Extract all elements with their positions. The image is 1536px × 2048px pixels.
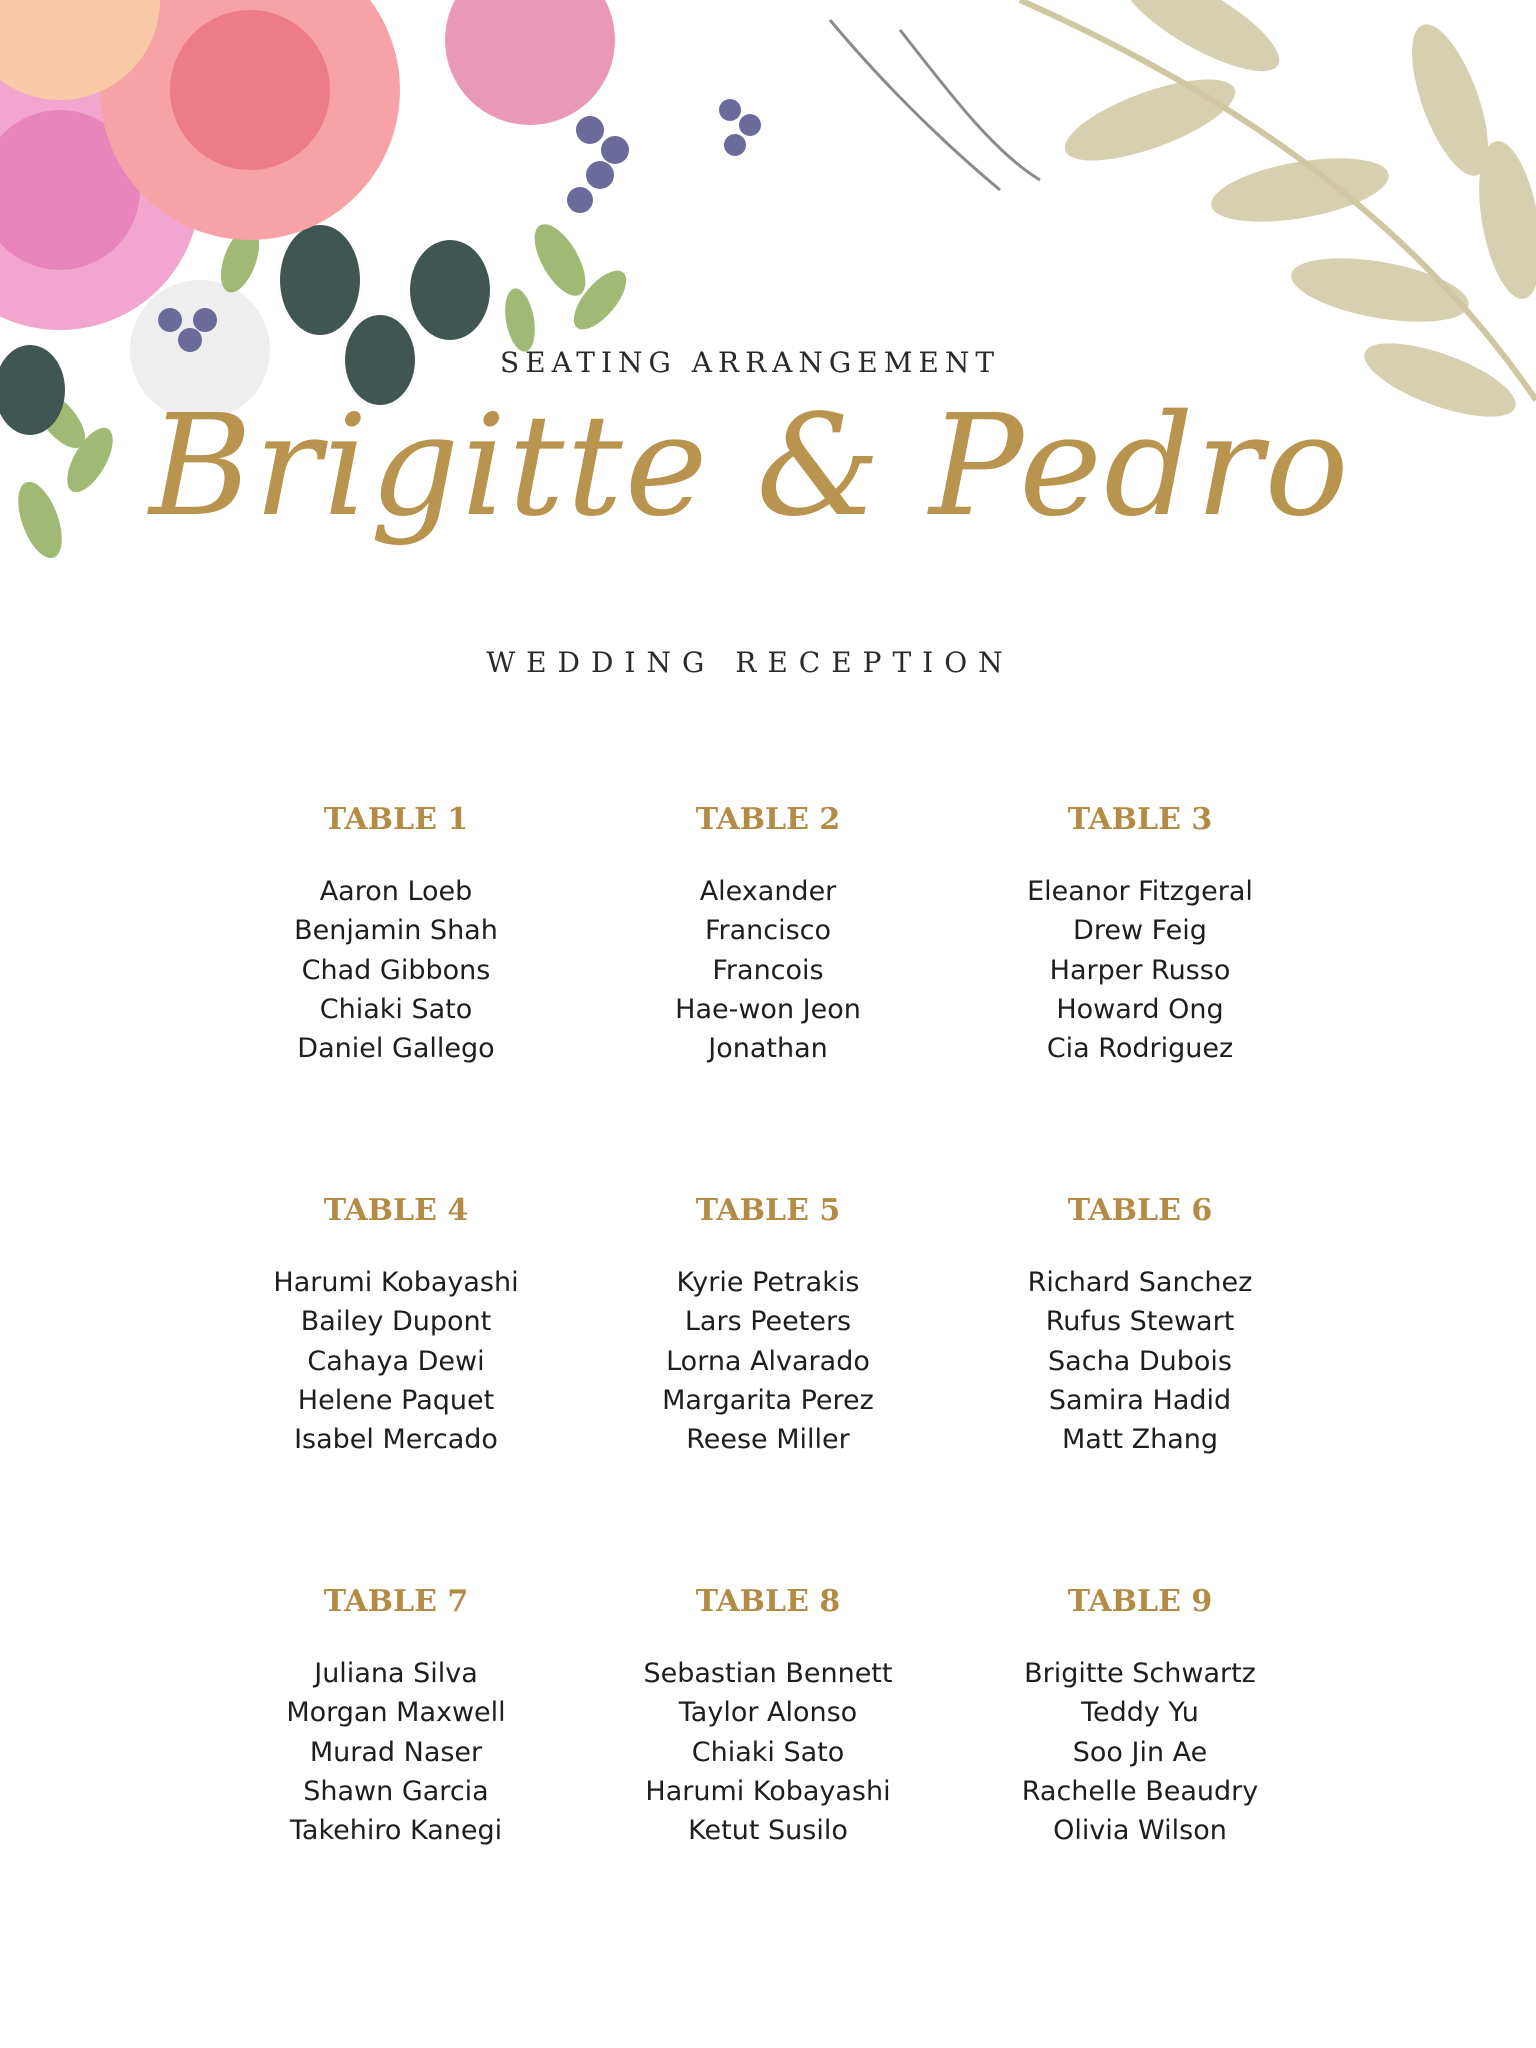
guest-name: Daniel Gallego bbox=[297, 1033, 495, 1065]
guest-name: Margarita Perez bbox=[662, 1384, 874, 1416]
guest-name: Aaron Loeb bbox=[319, 876, 473, 907]
couple-names-title: Brigitte & Pedro bbox=[149, 385, 1351, 548]
guest-name: Sacha Dubois bbox=[1048, 1345, 1232, 1377]
guest-name: Kyrie Petrakis bbox=[676, 1267, 860, 1298]
guest-name: Chiaki Sato bbox=[691, 1736, 845, 1768]
guest-name: Matt Zhang bbox=[1061, 1424, 1218, 1456]
guest-name: Hae-won Jeon bbox=[675, 993, 861, 1025]
guest-name: Ketut Susilo bbox=[688, 1815, 848, 1847]
table-title: TABLE 9 bbox=[1067, 1584, 1213, 1619]
wedding-reception-heading: WEDDING RECEPTION bbox=[486, 646, 1014, 679]
seating-arrangement-heading: SEATING ARRANGEMENT bbox=[499, 346, 1000, 379]
table-title: TABLE 3 bbox=[1067, 802, 1213, 837]
table-title: TABLE 8 bbox=[695, 1584, 841, 1619]
guest-name: Howard Ong bbox=[1056, 993, 1224, 1025]
guest-name: Juliana Silva bbox=[314, 1658, 478, 1689]
guest-name: Harper Russo bbox=[1049, 954, 1231, 986]
guest-name: Cia Rodriguez bbox=[1046, 1033, 1234, 1065]
guest-name: Francisco bbox=[704, 915, 832, 947]
guest-name: Reese Miller bbox=[686, 1424, 850, 1456]
guest-name: Isabel Mercado bbox=[294, 1424, 498, 1456]
guest-name: Rachelle Beaudry bbox=[1021, 1775, 1259, 1807]
guest-name: Lars Peeters bbox=[684, 1306, 852, 1338]
table-title: TABLE 1 bbox=[323, 802, 469, 837]
guest-name: Cahaya Dewi bbox=[307, 1345, 485, 1377]
guest-name: Jonathan bbox=[708, 1033, 828, 1065]
table-block bbox=[588, 1582, 948, 1850]
guest-name: Eleanor Fitzgeral bbox=[1027, 876, 1253, 907]
guest-name: Benjamin Shah bbox=[294, 915, 498, 947]
guest-name: Harumi Kobayashi bbox=[645, 1775, 891, 1807]
guest-name: Helene Paquet bbox=[297, 1384, 495, 1416]
table-title: TABLE 5 bbox=[695, 1193, 841, 1228]
table-block bbox=[588, 800, 948, 1068]
guest-name: Richard Sanchez bbox=[1027, 1267, 1253, 1298]
guest-name: Sebastian Bennett bbox=[643, 1658, 893, 1689]
guest-name: Olivia Wilson bbox=[1053, 1815, 1227, 1847]
guest-name: Rufus Stewart bbox=[1045, 1306, 1235, 1338]
table-title: TABLE 2 bbox=[695, 802, 841, 837]
table-block bbox=[960, 1191, 1320, 1459]
table-block bbox=[216, 800, 576, 1068]
guest-name: Harumi Kobayashi bbox=[273, 1267, 519, 1298]
guest-name: Brigitte Schwartz bbox=[1024, 1658, 1256, 1689]
guest-name: Samira Hadid bbox=[1048, 1384, 1232, 1416]
guest-name: Francois bbox=[712, 954, 824, 986]
guest-name: Shawn Garcia bbox=[303, 1775, 489, 1807]
guest-name: Morgan Maxwell bbox=[286, 1697, 506, 1729]
table-block bbox=[960, 800, 1320, 1068]
guest-name: Teddy Yu bbox=[1081, 1697, 1199, 1729]
guest-name: Soo Jin Ae bbox=[1072, 1736, 1208, 1768]
guest-name: Murad Naser bbox=[309, 1736, 483, 1768]
table-title: TABLE 6 bbox=[1067, 1193, 1213, 1228]
table-title: TABLE 7 bbox=[323, 1584, 469, 1619]
table-block bbox=[216, 1191, 576, 1459]
guest-name: Taylor Alonso bbox=[678, 1697, 858, 1729]
table-block bbox=[216, 1582, 576, 1850]
guest-name: Takehiro Kanegi bbox=[289, 1815, 503, 1847]
guest-name: Chiaki Sato bbox=[319, 993, 473, 1025]
table-block bbox=[588, 1191, 948, 1459]
guest-name: Chad Gibbons bbox=[301, 954, 491, 986]
table-block bbox=[960, 1582, 1320, 1850]
guest-name: Drew Feig bbox=[1073, 915, 1207, 947]
guest-name: Alexander bbox=[699, 876, 837, 907]
table-title: TABLE 4 bbox=[323, 1193, 469, 1228]
guest-name: Lorna Alvarado bbox=[666, 1345, 870, 1377]
guest-name: Bailey Dupont bbox=[300, 1306, 492, 1338]
